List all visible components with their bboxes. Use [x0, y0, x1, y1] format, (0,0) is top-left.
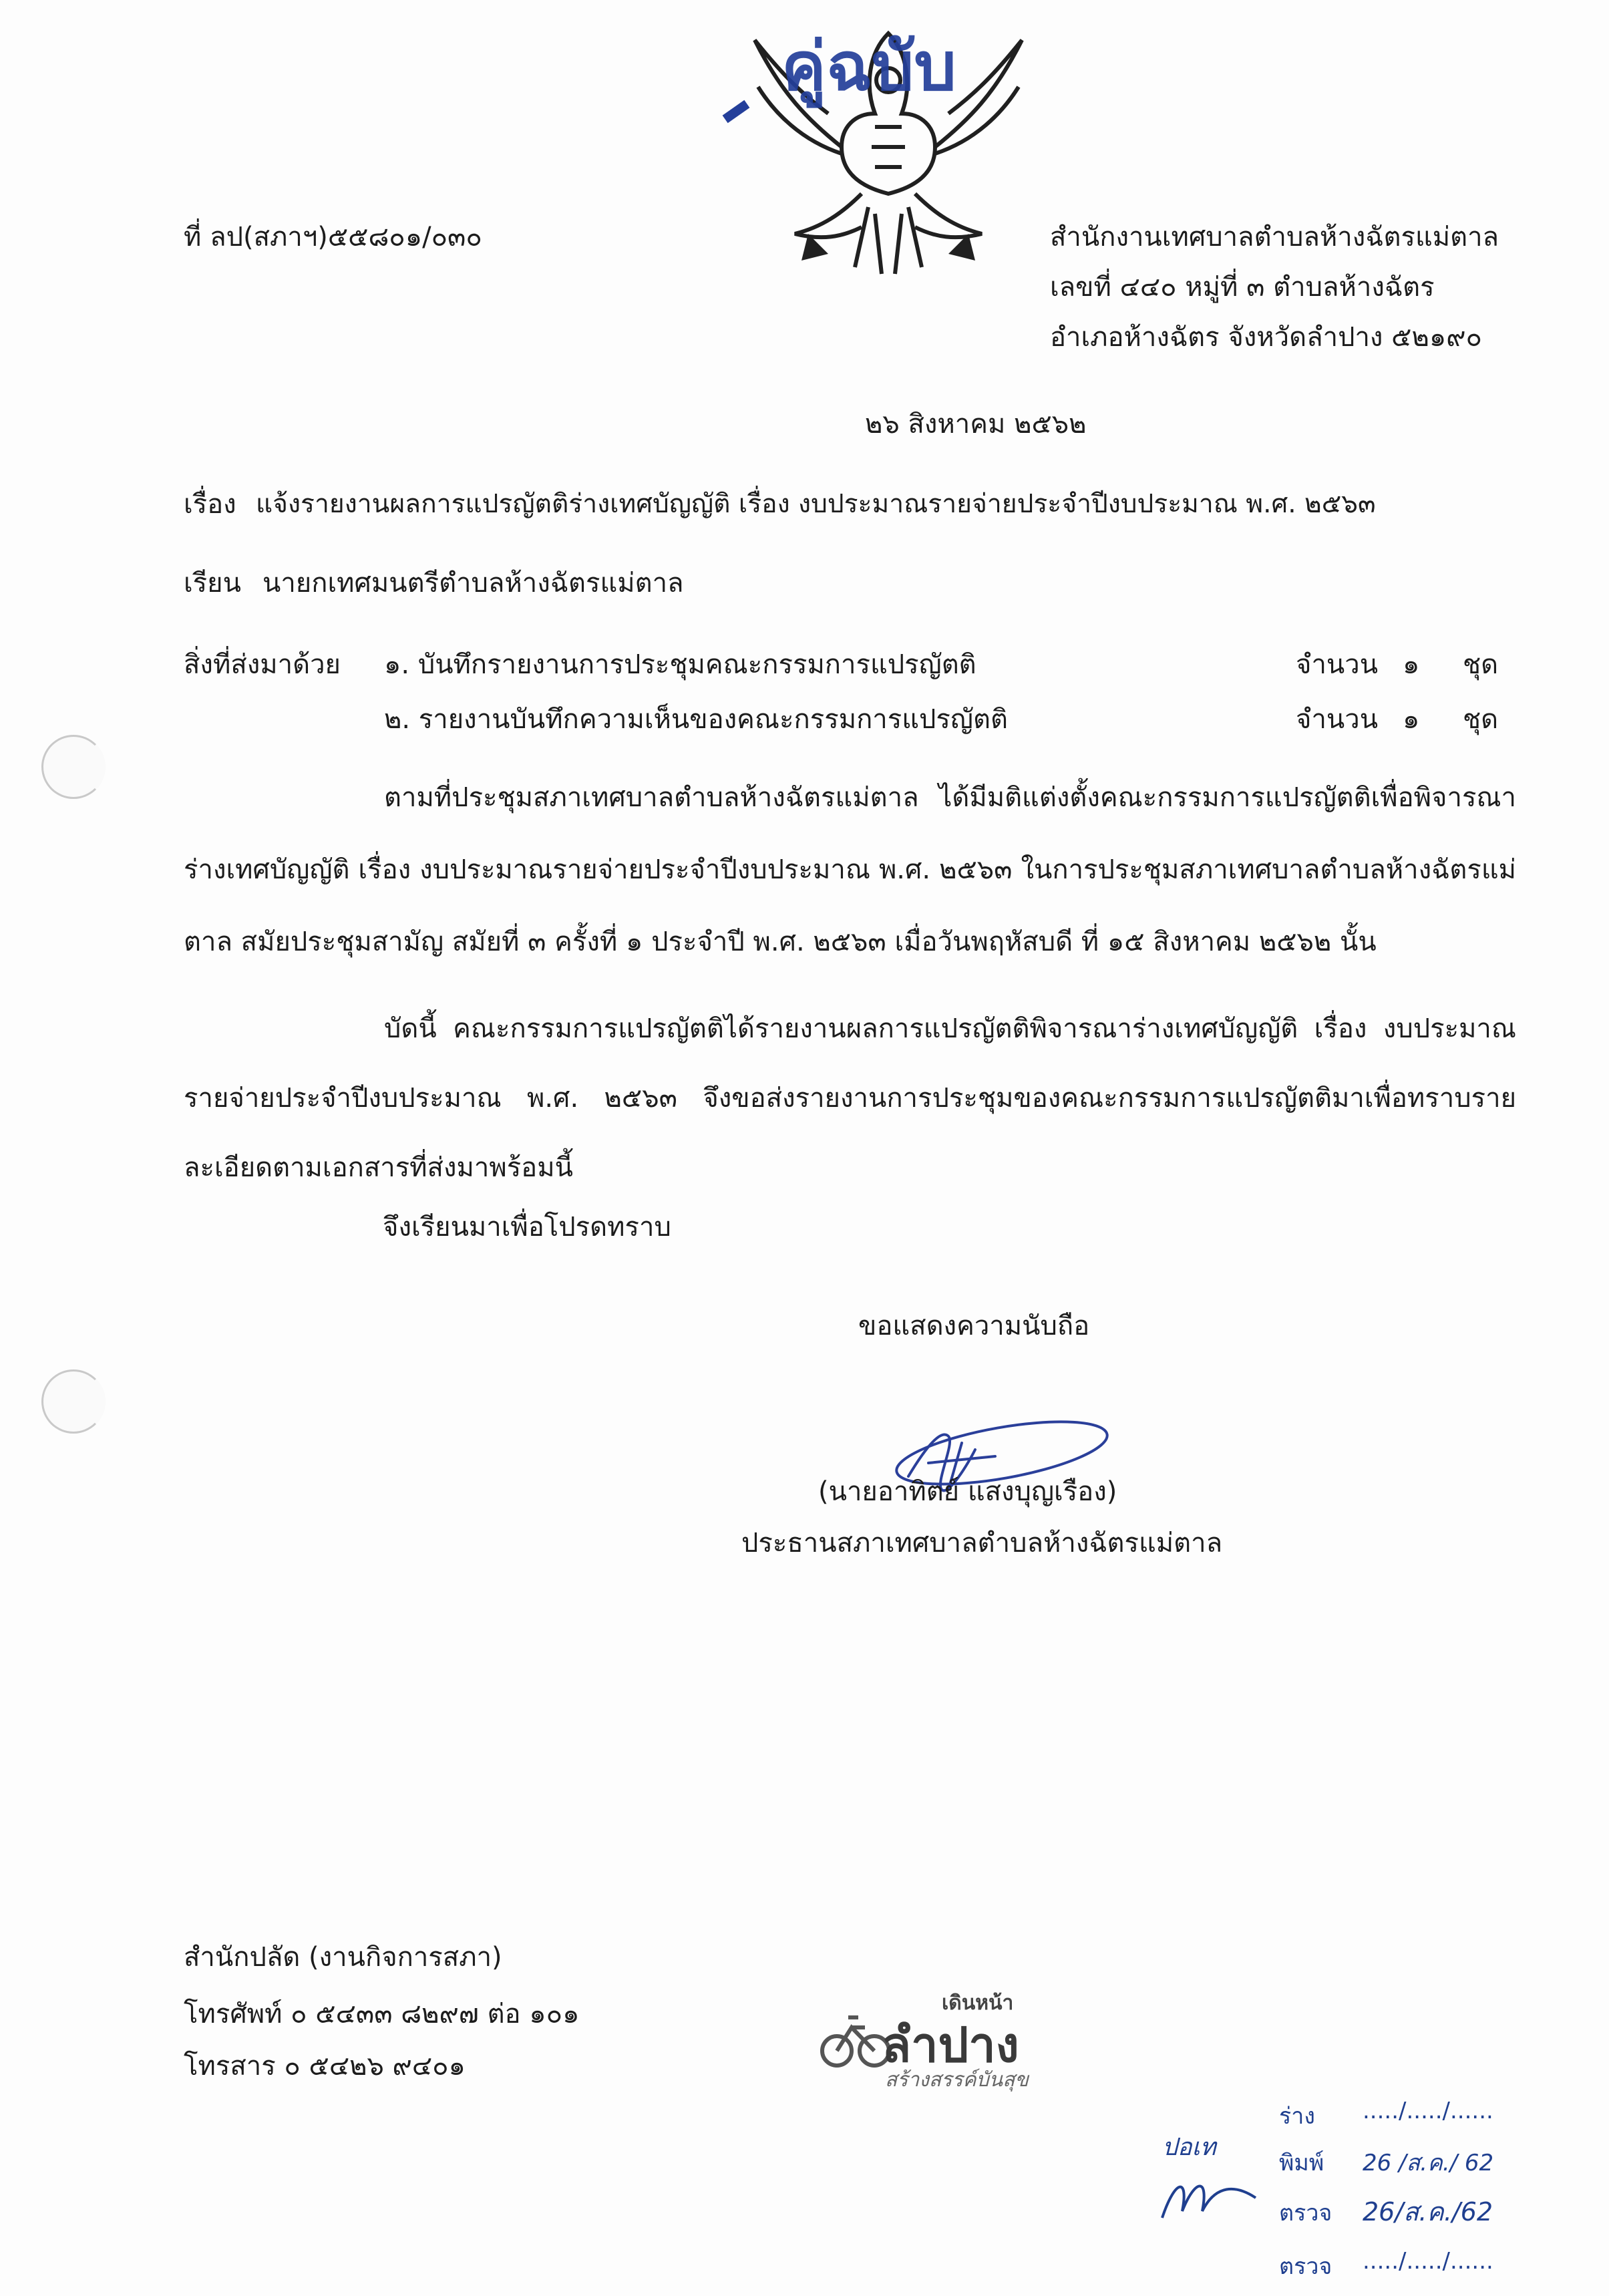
stamp-value-typed: 26 /ส.ค./ 62 — [1363, 2150, 1494, 2176]
footer-fax: โทรสาร ๐ ๕๔๒๖ ๙๔๐๑ — [184, 2051, 466, 2082]
enclosure-qty-label: จำนวน — [1296, 704, 1379, 735]
footer-department: สำนักปลัด (งานกิจการสภา) — [184, 1942, 502, 1973]
enclosure-qty: ๑ — [1403, 704, 1420, 735]
recipient-text: นายกเทศมนตรีตำบลห้างฉัตรแม่ตาล — [262, 568, 684, 599]
signer-name: (นายอาทิตย์ แสงบุญเรือง) — [818, 1476, 1117, 1507]
bicycle-icon — [818, 2001, 892, 2074]
stamp-label-typed: พิมพ์ — [1279, 2150, 1324, 2176]
closing-phrase: ขอแสดงความนับถือ — [858, 1311, 1090, 1341]
stamp-value-checked: 26/ส.ค./62 — [1363, 2197, 1493, 2227]
body-paragraph-2: บัดนี้ คณะกรรมการแปรญัตติได้รายงานผลการแปรญัตติพิจารณาร่างเทศบัญญัติ เรื่อง งบประมาณรายจ่ายประจำปีงบประมาณ พ.ศ. ๒๕๖๓ จึงขอส่งรายงานการประชุมของคณะกรรมการแปรญัตติมาเพื่อทราบรายละเอียดตามเอกสารที่ส่งมาพร้อมนี้ — [184, 1013, 1517, 1183]
letter-date: ๒๖ สิงหาคม ๒๕๖๒ — [865, 409, 1087, 440]
enclosure-item: ๒. รายงานบันทึกความเห็นของคณะกรรมการแปรญัตติ — [384, 704, 1008, 735]
office-line-1: สำนักงานเทศบาลตำบลห้างฉัตรแม่ตาล — [1050, 222, 1499, 253]
logo-top-text: เดินหน้า — [942, 1991, 1014, 2015]
subject-label: เรื่อง — [184, 489, 236, 520]
enclosures-label: สิ่งที่ส่งมาด้วย — [184, 649, 341, 680]
stamp-value-draft: ...../...../...... — [1363, 2098, 1493, 2124]
enclosure-qty-label: จำนวน — [1296, 649, 1379, 680]
footer-phone: โทรศัพท์ ๐ ๕๔๓๓ ๘๒๙๗ ต่อ ๑๐๑ — [184, 1999, 580, 2029]
stamp-label-checked-2: ตรวจ — [1279, 2253, 1332, 2280]
body-paragraph-1: ตามที่ประชุมสภาเทศบาลตำบลห้างฉัตรแม่ตาล ได้มีมติแต่งตั้งคณะกรรมการแปรญัตติเพื่อพิจารณาร่างเทศบัญญัติ เรื่อง งบประมาณรายจ่ายประจำปีงบประมาณ พ.ศ. ๒๕๖๓ ในการประชุมสภาเทศบาลตำบลห้างฉัตรแม่ตาล สมัยประชุมสามัญ สมัยที่ ๓ ครั้งที่ ๑ ประจำปี พ.ศ. ๒๕๖๓ เมื่อวันพฤหัสบดี ที่ ๑๕ สิงหาคม ๒๕๖๒ นั้น — [184, 782, 1516, 957]
enclosure-item: ๑. บันทึกรายงานการประชุมคณะกรรมการแปรญัตติ — [384, 649, 976, 680]
signer-position: ประธานสภาเทศบาลตำบลห้างฉัตรแม่ตาล — [741, 1528, 1223, 1559]
enclosure-unit: ชุด — [1463, 649, 1499, 680]
stamp-label-checked: ตรวจ — [1279, 2200, 1332, 2227]
lampang-logo — [818, 1987, 1059, 2108]
stamp-label-draft: ร่าง — [1279, 2103, 1315, 2130]
body-paragraph-3: จึงเรียนมาเพื่อโปรดทราบ — [383, 1212, 671, 1243]
punch-hole-bottom — [41, 1369, 106, 1434]
logo-sub-text: สร้างสรรค์บันสุข — [885, 2068, 1029, 2092]
stamp-scribble-icon — [1155, 2171, 1262, 2225]
routing-stamp — [1149, 2098, 1550, 2291]
copy-stamp: คู่ฉบับ — [781, 27, 956, 106]
punch-hole-top — [41, 735, 106, 799]
reference-number: ที่ ลป(สภาฯ)๕๕๘๐๑/๐๓๐ — [184, 222, 482, 253]
stamp-value-checked-2: ...../...../...... — [1363, 2248, 1493, 2275]
logo-main-text: ลำปาง — [882, 2017, 1019, 2073]
enclosure-qty: ๑ — [1403, 649, 1420, 680]
enclosure-unit: ชุด — [1463, 704, 1499, 735]
subject-text: แจ้งรายงานผลการแปรญัตติร่างเทศบัญญัติ เรื่อง งบประมาณรายจ่ายประจำปีงบประมาณ พ.ศ. ๒๕๖๓ — [256, 489, 1376, 519]
office-line-3: อำเภอห้างฉัตร จังหวัดลำปาง ๕๒๑๙๐ — [1050, 322, 1482, 353]
recipient-label: เรียน — [184, 568, 241, 599]
stamp-initials: ปอเท — [1162, 2134, 1216, 2161]
office-line-2: เลขที่ ๔๔๐ หมู่ที่ ๓ ตำบลห้างฉัตร — [1050, 272, 1435, 303]
